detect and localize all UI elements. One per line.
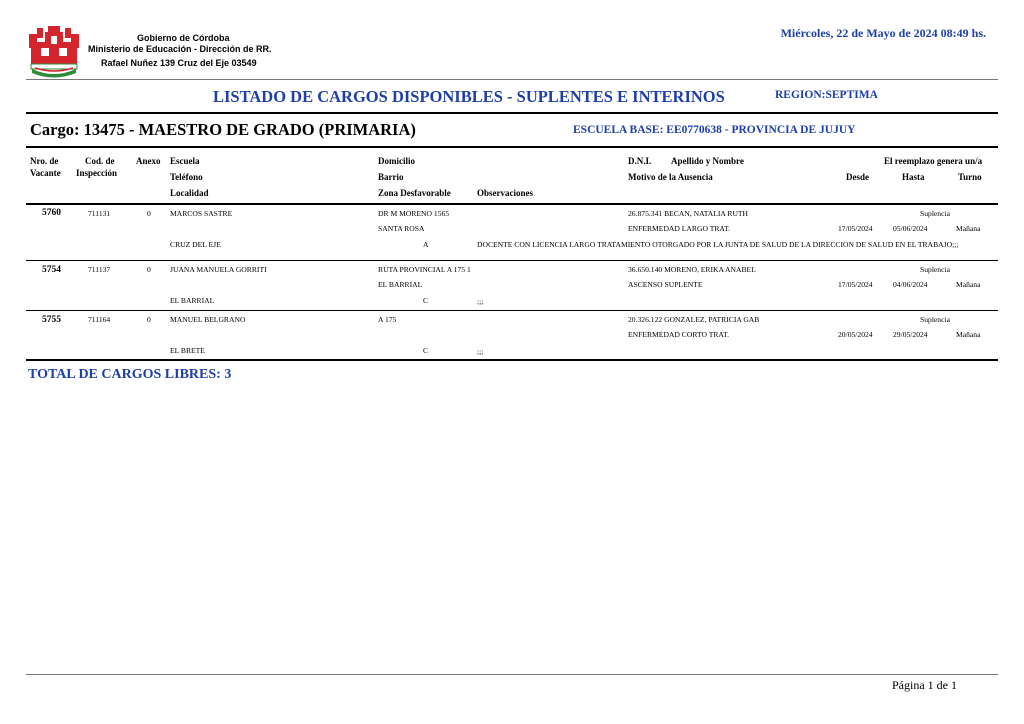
col-telefono: Teléfono bbox=[170, 172, 203, 182]
row-divider bbox=[26, 310, 998, 311]
anexo: 0 bbox=[147, 209, 151, 218]
col-apellido-nombre: Apellido y Nombre bbox=[671, 156, 744, 166]
col-reemplazo: El reemplazo genera un/a bbox=[884, 156, 983, 166]
motivo: ENFERMEDAD CORTO TRAT. bbox=[628, 330, 730, 339]
dni-nombre: 26.875.341 BECAN, NATALIA RUTH bbox=[628, 209, 749, 218]
domicilio: A 175 bbox=[378, 315, 397, 324]
observaciones: ;;; bbox=[477, 297, 484, 306]
total-cargos-libres: TOTAL DE CARGOS LIBRES: 3 bbox=[28, 367, 232, 382]
domicilio: RUTA PROVINCIAL A 175 1 bbox=[378, 265, 471, 274]
barrio: SANTA ROSA bbox=[378, 224, 425, 233]
row-divider bbox=[26, 260, 998, 261]
turno: Mañana bbox=[956, 330, 981, 339]
col-motivo-ausencia: Motivo de la Ausencia bbox=[628, 172, 713, 182]
page-number: Página 1 de 1 bbox=[892, 678, 957, 692]
region-label: REGION:SEPTIMA bbox=[775, 89, 878, 101]
col-localidad: Localidad bbox=[170, 188, 209, 198]
col-cod-inspeccion: Cod. de bbox=[85, 156, 115, 166]
zona: C bbox=[423, 346, 429, 355]
hasta: 05/06/2024 bbox=[893, 224, 928, 233]
report-datetime: Miércoles, 22 de Mayo de 2024 08:49 hs. bbox=[780, 26, 986, 40]
header-divider bbox=[26, 79, 998, 80]
col-barrio: Barrio bbox=[378, 172, 404, 182]
vacante-number: 5754 bbox=[42, 265, 61, 275]
institution-name: Gobierno de Córdoba bbox=[137, 33, 230, 43]
cargo-label: Cargo: 13475 - MAESTRO DE GRADO (PRIMARIA) bbox=[30, 120, 416, 139]
tipo-reemplazo: Suplencia bbox=[920, 315, 950, 324]
escuela: MARCOS SASTRE bbox=[170, 209, 233, 218]
zona: A bbox=[423, 240, 429, 249]
localidad: CRUZ DEL EJE bbox=[170, 240, 221, 249]
dni-nombre: 20.326.122 GONZALEZ, PATRICIA GAB bbox=[628, 315, 760, 324]
observaciones: DOCENTE CON LICENCIA LARGO TRATAMIENTO OTORGADO POR LA JUNTA DE SALUD DE LA DIRECCION DE SALUD EN EL TRABAJO;;; bbox=[477, 240, 959, 249]
col-turno: Turno bbox=[958, 172, 982, 182]
tipo-reemplazo: Suplencia bbox=[920, 209, 950, 218]
cod-inspeccion: 711164 bbox=[88, 315, 111, 324]
motivo: ENFERMEDAD LARGO TRAT. bbox=[628, 224, 731, 233]
dni-nombre: 36.650.140 MORENO, ERIKA ANABEL bbox=[628, 265, 756, 274]
institution-address: Rafael Nuñez 139 Cruz del Eje 03549 bbox=[101, 58, 257, 68]
col-dni: D.N.I. bbox=[628, 156, 652, 166]
hasta: 29/05/2024 bbox=[893, 330, 928, 339]
escuela: MANUEL BELGRANO bbox=[170, 315, 246, 324]
col-anexo: Anexo bbox=[136, 156, 161, 166]
table-bottom-divider bbox=[26, 359, 998, 361]
anexo: 0 bbox=[147, 315, 151, 324]
col-desde: Desde bbox=[846, 172, 869, 182]
cod-inspeccion: 711131 bbox=[88, 209, 111, 218]
tipo-reemplazo: Suplencia bbox=[920, 265, 950, 274]
turno: Mañana bbox=[956, 280, 981, 289]
hasta: 04/06/2024 bbox=[893, 280, 928, 289]
title-divider bbox=[26, 112, 998, 114]
cordoba-coat-of-arms-logo bbox=[27, 24, 81, 80]
institution-department: Ministerio de Educación - Dirección de RR. bbox=[88, 44, 272, 54]
vacante-number: 5760 bbox=[42, 208, 61, 218]
localidad: EL BARRIAL bbox=[170, 296, 215, 305]
anexo: 0 bbox=[147, 265, 151, 274]
escuela: JUANA MANUELA GORRITI bbox=[170, 265, 267, 274]
header-bottom-divider bbox=[26, 203, 998, 205]
domicilio: DR M MORENO 1565 bbox=[378, 209, 450, 218]
col-observaciones: Observaciones bbox=[477, 188, 533, 198]
col-escuela: Escuela bbox=[170, 156, 200, 166]
col-cod-inspeccion-2: Inspección bbox=[76, 168, 118, 178]
desde: 17/05/2024 bbox=[838, 224, 873, 233]
report-title: LISTADO DE CARGOS DISPONIBLES - SUPLENTES E INTERINOS bbox=[213, 87, 725, 106]
col-zona-desfavorable: Zona Desfavorable bbox=[378, 188, 451, 198]
col-nro-vacante: Nro. de bbox=[30, 156, 59, 166]
zona: C bbox=[423, 296, 429, 305]
barrio: EL BARRIAL bbox=[378, 280, 423, 289]
col-nro-vacante-2: Vacante bbox=[30, 168, 61, 178]
turno: Mañana bbox=[956, 224, 981, 233]
col-domicilio: Domicilio bbox=[378, 156, 415, 166]
motivo: ASCENSO SUPLENTE bbox=[628, 280, 703, 289]
footer-divider bbox=[26, 674, 998, 675]
cargo-divider bbox=[26, 146, 998, 148]
localidad: EL BRETE bbox=[170, 346, 205, 355]
desde: 17/05/2024 bbox=[838, 280, 873, 289]
escuela-base-label: ESCUELA BASE: EE0770638 - PROVINCIA DE JUJUY bbox=[573, 124, 856, 136]
col-hasta: Hasta bbox=[902, 172, 925, 182]
cod-inspeccion: 711137 bbox=[88, 265, 111, 274]
observaciones: ;;; bbox=[477, 347, 484, 356]
vacante-number: 5755 bbox=[42, 315, 61, 325]
desde: 20/05/2024 bbox=[838, 330, 873, 339]
